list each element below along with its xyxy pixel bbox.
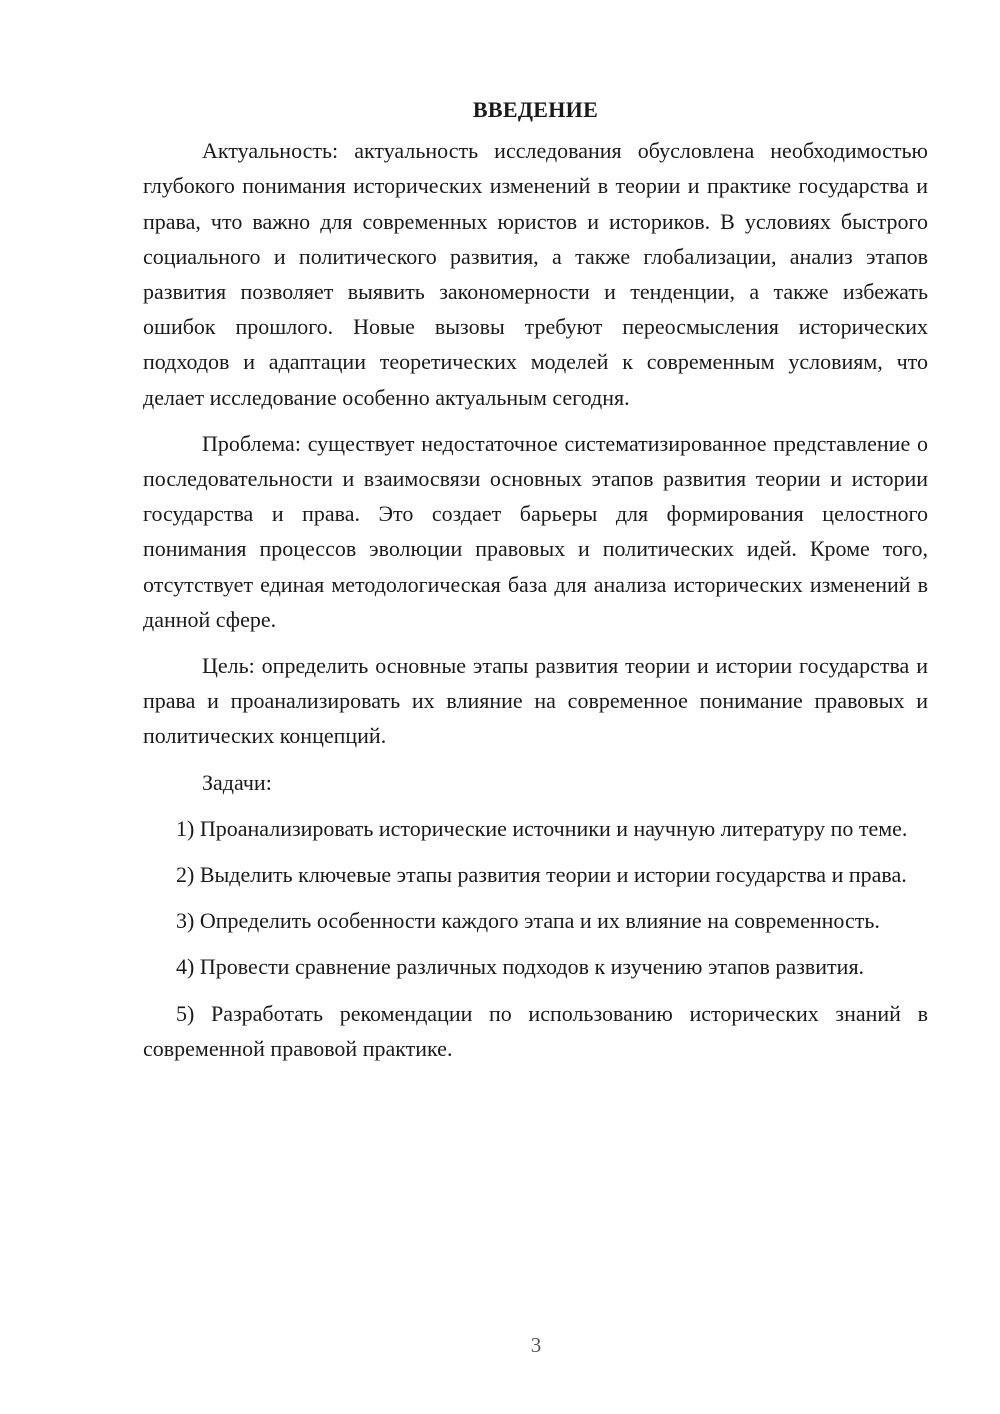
task-item: 4) Провести сравнение различных подходов к изучению этапов развития. bbox=[176, 954, 865, 980]
task-item: 2) Выделить ключевые этапы развития теории и истории государства и права. bbox=[176, 862, 907, 888]
task-item: 5) Разработать рекомендации по использованию исторических знаний в современной правовой практике. bbox=[143, 1000, 928, 1061]
page-number: 3 bbox=[530, 1333, 542, 1357]
task-item: 3) Определить особенности каждого этапа и их влияние на современность. bbox=[176, 908, 880, 934]
page-content bbox=[143, 92, 928, 1077]
tasks-heading: Задачи: bbox=[202, 769, 272, 795]
task-list bbox=[143, 811, 928, 1066]
task-item: 1) Проанализировать исторические источники и научную литературу по теме. bbox=[176, 815, 908, 841]
problem-paragraph: Проблема: существует недостаточное систематизированное представление о последовательности и взаимосвязи основных этапов развития теории и истории государства и права. Это создает барьеры для формирования целостного понимания процессов эволюции правовых и политических идей. Кроме того, отсутствует единая методологическая база для анализа исторических изменений в данной сфере. bbox=[143, 430, 928, 632]
section-title: ВВЕДЕНИЕ bbox=[472, 97, 599, 122]
relevance-paragraph: Актуальность: актуальность исследования обусловлена необходимостью глубокого понимания исторических изменений в теории и практике государства и права, что важно для современных юристов и историков. В условиях быстрого социального и политического развития, а также глобализации, анализ этапов развития позволяет выявить закономерности и тенденции, а также избежать ошибок прошлого. Новые вызовы требуют переосмысления исторических подходов и адаптации теоретических моделей к современным условиям, что делает исследование особенно актуальным сегодня. bbox=[143, 138, 928, 410]
goal-paragraph: Цель: определить основные этапы развития теории и истории государства и права и проанализировать их влияние на современное понимание правовых и политических концепций. bbox=[143, 653, 928, 749]
